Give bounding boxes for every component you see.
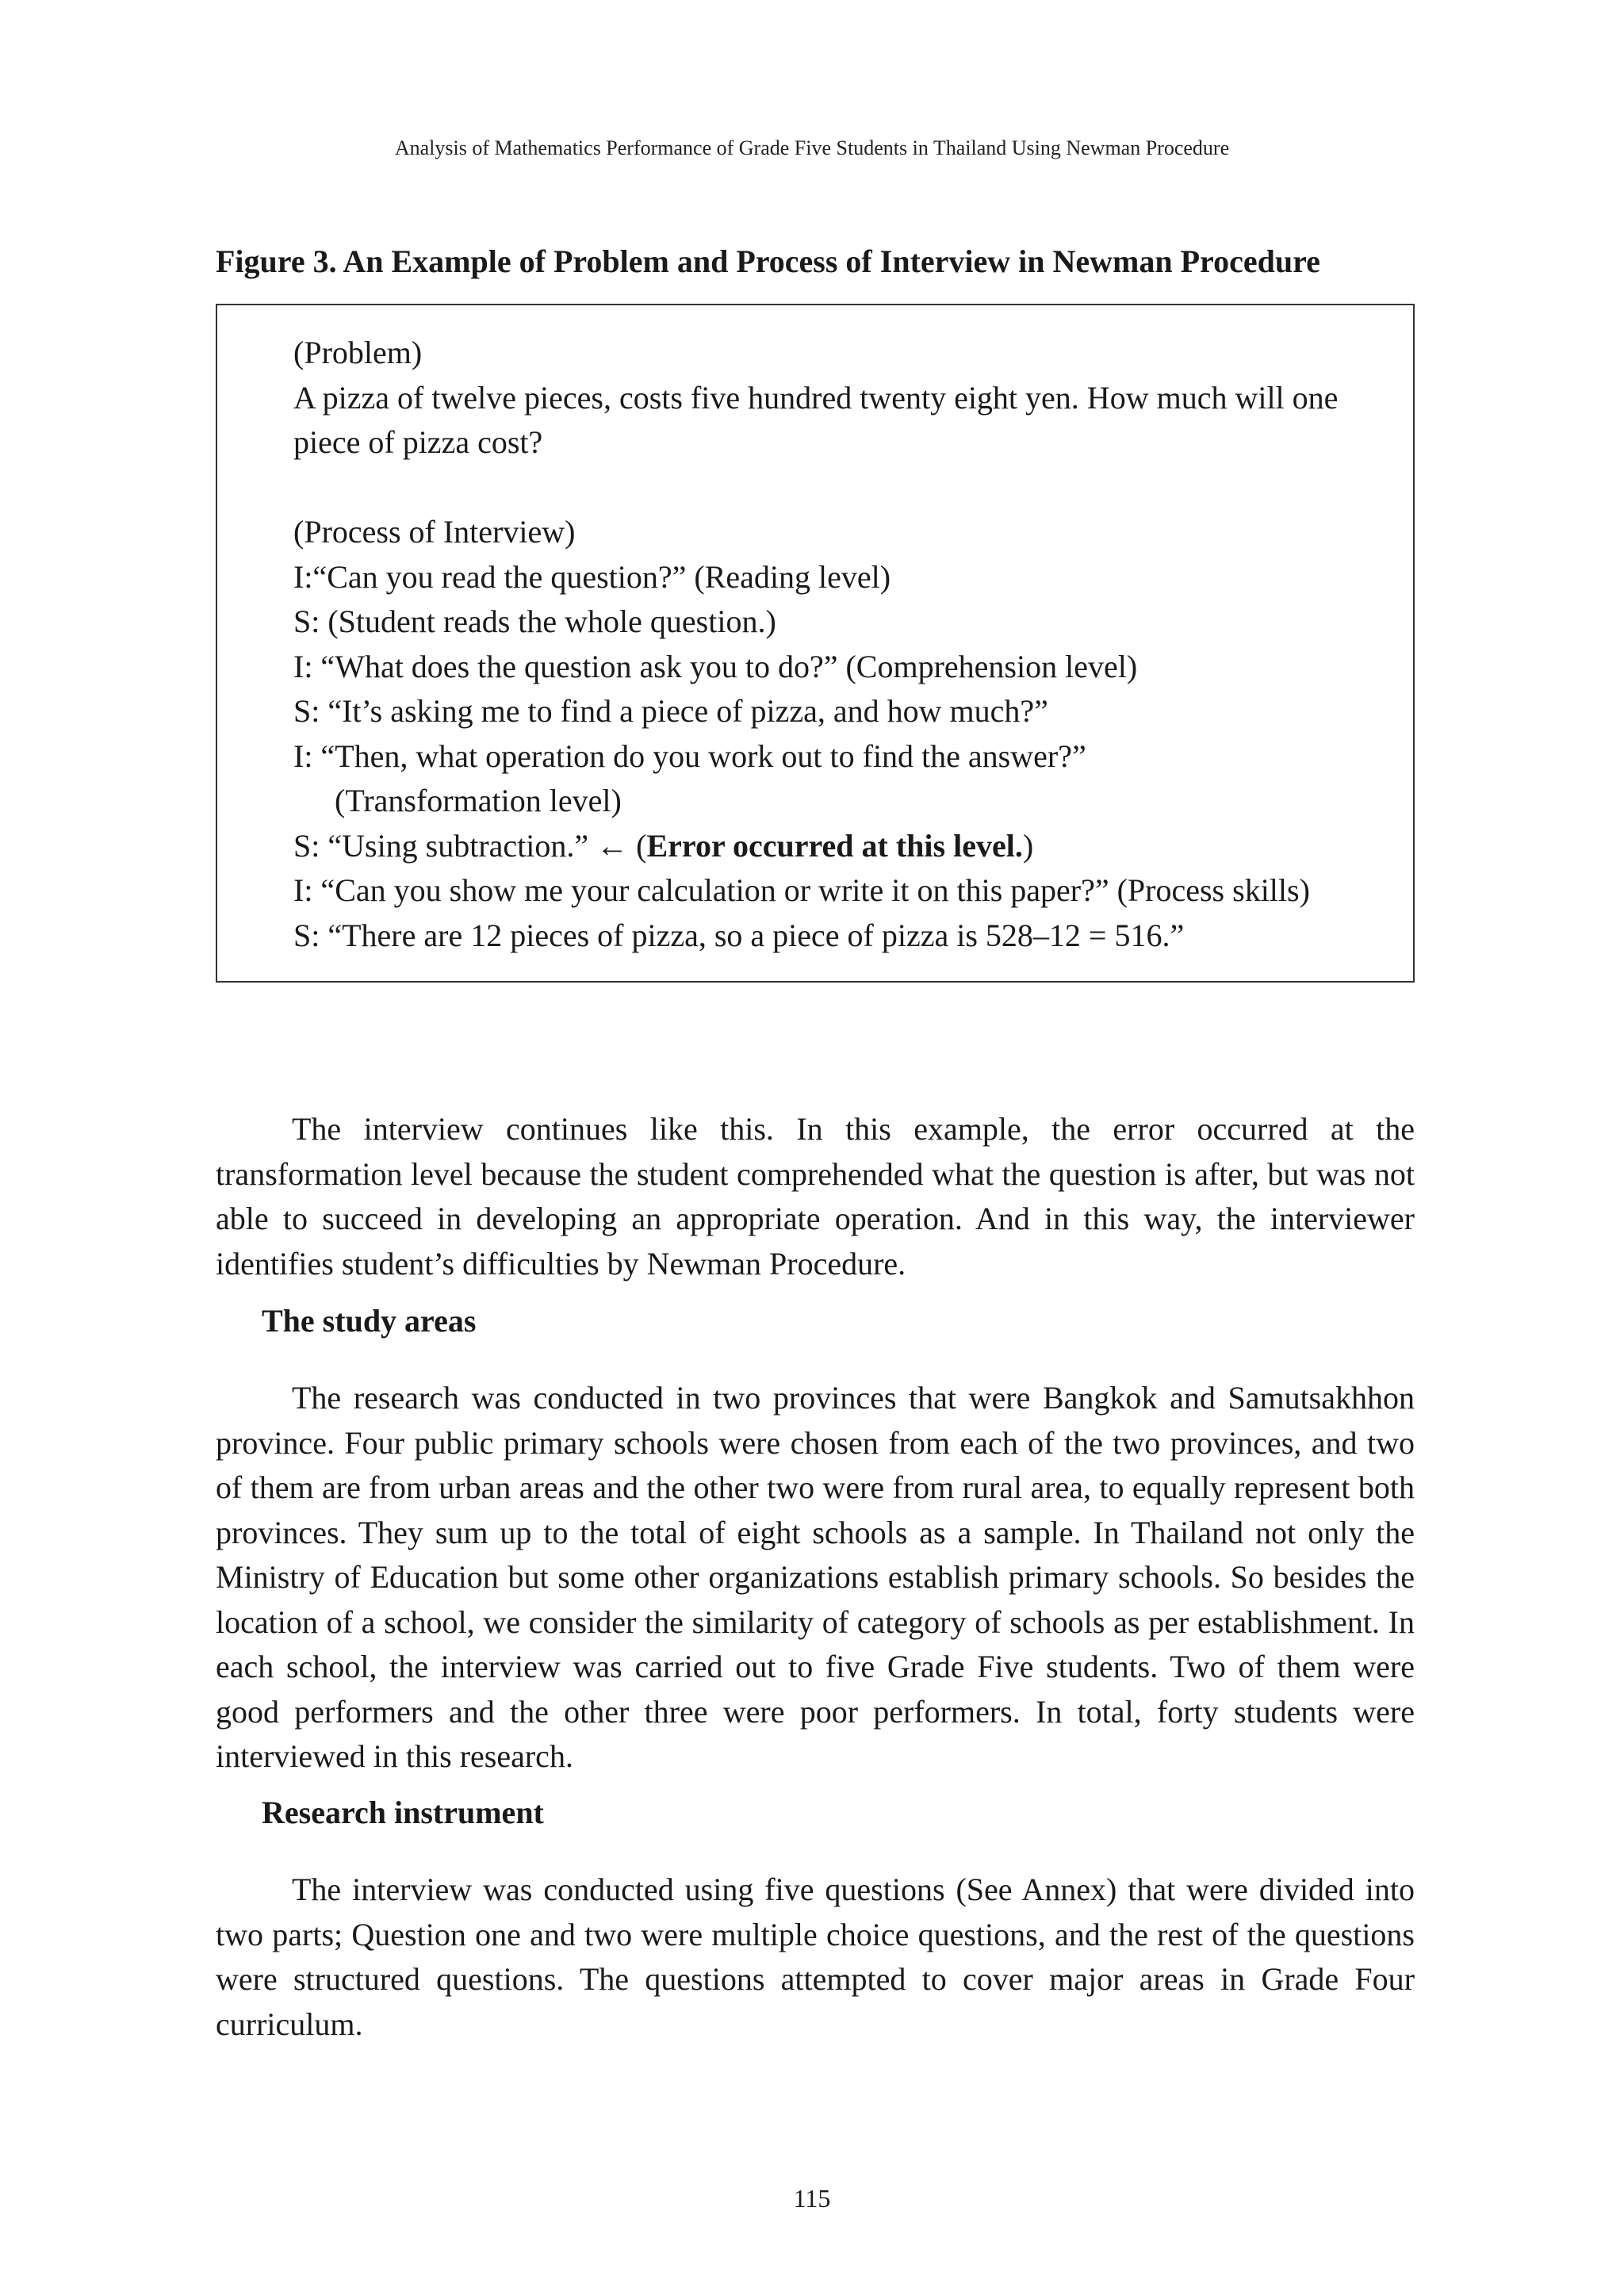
problem-text-line2: piece of pizza cost? xyxy=(293,424,543,460)
figure-content xyxy=(293,331,1380,958)
dialogue-line: I: “What does the question ask you to do?” (Comprehension level) xyxy=(293,648,1138,684)
dialogue-line: I:“Can you read the question?” (Reading level) xyxy=(293,558,891,595)
error-note: Error occurred at this level. xyxy=(646,827,1023,864)
page-number: 115 xyxy=(793,2184,831,2213)
error-line-prefix: S: “Using subtraction.” ← ( xyxy=(293,827,647,864)
spacer xyxy=(293,466,1380,511)
problem-label: (Problem) xyxy=(293,335,423,370)
dialogue-line-error xyxy=(293,824,1380,869)
figure-box xyxy=(216,304,1415,983)
dialogue-line: S: “It’s asking me to find a piece of pizza, and how much?” xyxy=(293,693,1048,729)
dialogue-line: S: (Student reads the whole question.) xyxy=(293,603,776,639)
running-head: Analysis of Mathematics Performance of Grade Five Students in Thailand Using Newman Procedure xyxy=(394,136,1230,159)
dialogue-line: S: “There are 12 pieces of pizza, so a piece of pizza is 528–12 = 516.” xyxy=(293,917,1185,953)
dialogue-line: I: “Can you show me your calculation or write it on this paper?” (Process skills) xyxy=(293,872,1310,908)
intro-paragraph: The interview continues like this. In this example, the error occurred at the transformation level because the student comprehended what the question is after, but was not able to succeed in developing an appropriate operation. And in this way, the interviewer identifies student’s difficulties by Newman Procedure. xyxy=(216,1111,1415,1282)
study-areas-heading: The study areas xyxy=(262,1303,477,1339)
research-instrument-heading: Research instrument xyxy=(262,1795,544,1830)
figure-caption: Figure 3. An Example of Problem and Process of Interview in Newman Procedure xyxy=(216,243,1320,279)
research-instrument-paragraph: The interview was conducted using five questions (See Annex) that were divided into two parts; Question one and two were multiple choice questions, and the rest of the questions were structured questions. The questions attempted to cover major areas in Grade Four curriculum. xyxy=(216,1872,1415,2042)
dialogue-line: I: “Then, what operation do you work out to find the answer?” xyxy=(293,738,1086,774)
process-label: (Process of Interview) xyxy=(293,514,576,550)
study-areas-paragraph: The research was conducted in two provinces that were Bangkok and Samutsakhhon province. Four public primary schools were chosen from each of the two provinces, and two of them are from urban areas and the other two were from rural area, to equally represent both provinces. They sum up to the total of eight schools as a sample. In Thailand not only the Ministry of Education but some other organizations establish primary schools. So besides the location of a school, we consider the similarity of category of schools as per establishment. In each school, the interview was carried out to five Grade Five students. Two of them were good performers and the other three were poor performers. In total, forty students were interviewed in this research. xyxy=(216,1380,1415,1774)
error-line-suffix: ) xyxy=(1022,827,1034,864)
problem-text-line1: A pizza of twelve pieces, costs five hundred twenty eight yen. How much will one xyxy=(293,379,1339,416)
dialogue-line-indented: (Transformation level) xyxy=(335,783,622,818)
